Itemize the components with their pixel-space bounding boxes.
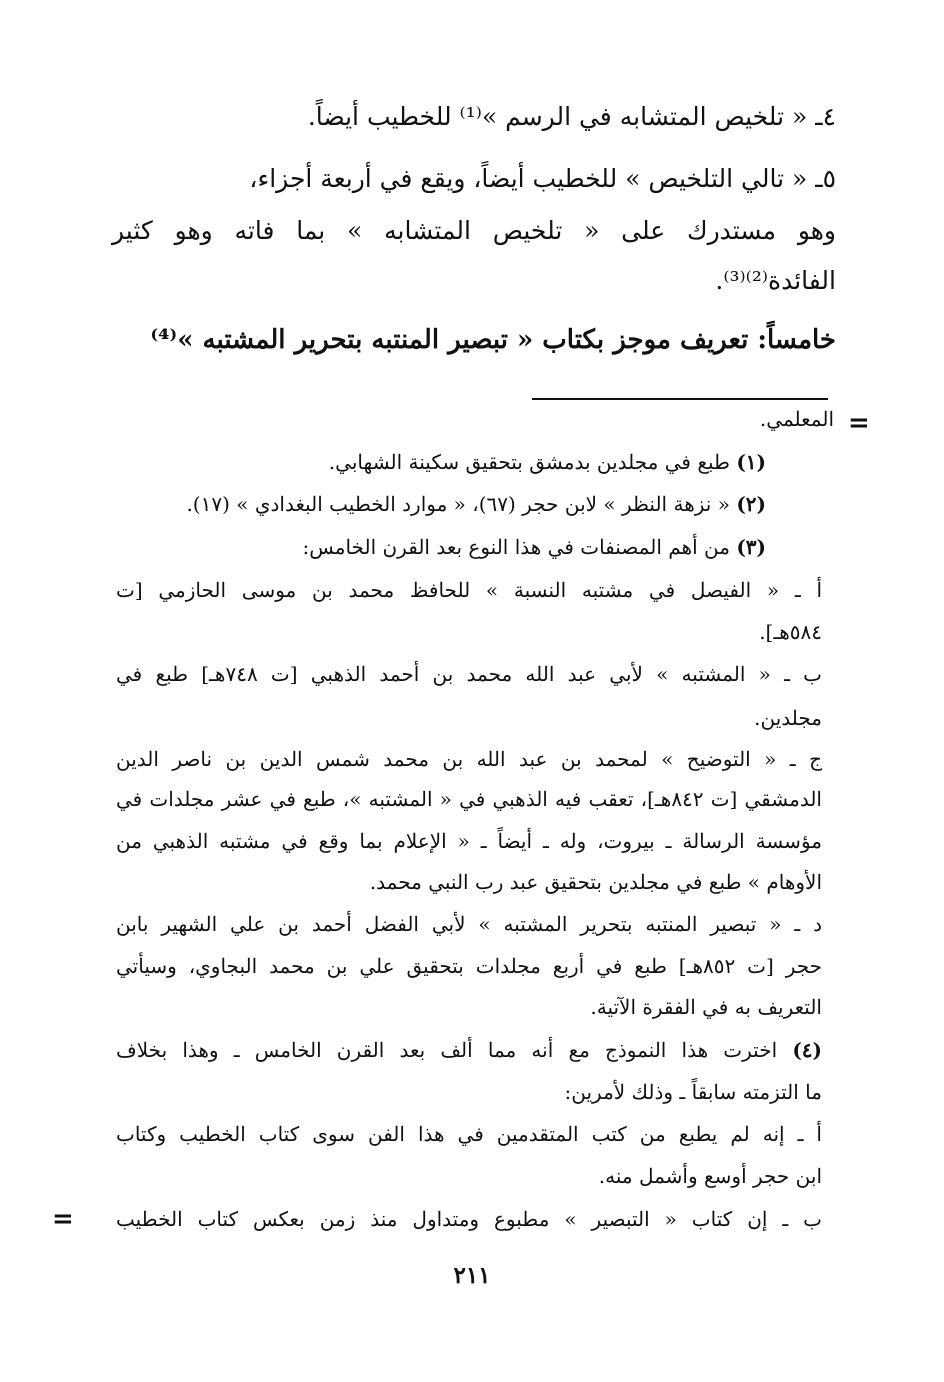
footnote-4-line-2: ما التزمته سابقاً ـ وذلك لأمرين:: [564, 1080, 822, 1104]
main-item-5-line-1: ٥ـ « تالي التلخيص » للخطيب أيضاً، ويقع في أربعة أجزاء،: [249, 164, 836, 193]
footnote-3-text: من أهم المصنفات في هذا النوع بعد القرن الخامس:: [302, 535, 730, 559]
footnote-3-item-c-line-2: الدمشقي [ت ٨٤٢هـ]، تعقب فيه الذهبي في « المشتبه »، طبع في عشر مجلدات في: [116, 787, 822, 811]
footnote-3: [303, 533, 766, 561]
footnote-3-item-d-line-2: حجر [ت ٨٥٢هـ] طبع في أربع مجلدات بتحقيق علي بن محمد البجاوي، وسيأتي: [116, 954, 822, 978]
footnote-2: [186, 490, 766, 518]
footnote-3-item-b-line-2: مجلدين.: [754, 706, 822, 730]
footnote-1-text: طبع في مجلدين بدمشق بتحقيق سكينة الشهابي.: [328, 450, 730, 474]
footnote-3-item-d-line-1: د ـ « تبصير المنتبه بتحرير المشتبه » لأبي الفضل أحمد بن علي الشهير بابن: [116, 912, 822, 936]
footnote-4-number: (٤): [792, 1038, 822, 1062]
footnote-4-item-a-line-1: أ ـ إنه لم يطبع من كتب المتقدمين في هذا الفن سوى كتاب الخطيب وكتاب: [116, 1122, 822, 1146]
footnote-3-item-b-line-1: ب ـ « المشتبه » لأبي عبد الله محمد بن أحمد الذهبي [ت ٧٤٨هـ] طبع في: [116, 662, 822, 686]
footnote-1-number: (١): [736, 450, 766, 474]
footnote-3-number: (٣): [736, 535, 766, 559]
page-number: ٢١١: [453, 1262, 491, 1289]
footnote-continuation: المعلمي.: [759, 407, 834, 431]
footnote-3-item-a-line-2: ٥٨٤هـ].: [759, 620, 822, 644]
footnote-4-text: اخترت هذا النموذج مع أنه مما ألف بعد القرن الخامس ـ وهذا بخلاف: [116, 1038, 778, 1062]
continued-from-previous-mark: =: [848, 408, 870, 438]
main-item-5-line-2: وهو مستدرك على « تلخيص المتشابه » بما فاته وهو كثير: [112, 216, 836, 245]
footnote-2-number: (٢): [736, 492, 766, 516]
main-item-5-line-3: الفائدة⁽²⁾⁽³⁾.: [715, 266, 836, 295]
main-item-4: ٤ـ « تلخيص المتشابه في الرسم »⁽¹⁾ للخطيب أيضاً.: [307, 102, 836, 131]
footnote-4-item-a-line-2: ابن حجر أوسع وأشمل منه.: [598, 1164, 822, 1188]
continues-next-page-mark: =: [52, 1204, 74, 1234]
footnote-4-line-1: [116, 1036, 822, 1064]
footnote-3-item-d-line-3: التعريف به في الفقرة الآتية.: [590, 995, 822, 1019]
footnote-3-item-c-line-3: مؤسسة الرسالة ـ بيروت، وله ـ أيضاً ـ « الإعلام بما وقع في مشتبه الذهبي من: [116, 829, 822, 853]
section-heading: خامساً: تعريف موجز بكتاب « تبصير المنتبه بتحرير المشتبه »⁽⁴⁾: [150, 325, 836, 355]
footnote-4-item-b-line-1: ب ـ إن كتاب « التبصير » مطبوع ومتداول منذ زمن بعكس كتاب الخطيب: [116, 1207, 822, 1231]
footnote-3-item-c-line-1: ج ـ « التوضيح » لمحمد بن عبد الله بن محمد شمس الدين بن ناصر الدين: [116, 747, 822, 771]
footnote-separator: [532, 398, 828, 400]
footnote-2-text: « نزهة النظر » لابن حجر (٦٧)، « موارد الخطيب البغدادي » (١٧).: [186, 492, 730, 516]
footnote-3-item-c-line-4: الأوهام » طبع في مجلدين بتحقيق عبد رب النبي محمد.: [369, 870, 822, 894]
footnote-1: [329, 448, 766, 476]
footnote-3-item-a-line-1: أ ـ « الفيصل في مشتبه النسبة » للحافظ محمد بن موسى الحازمي [ت: [116, 578, 822, 602]
